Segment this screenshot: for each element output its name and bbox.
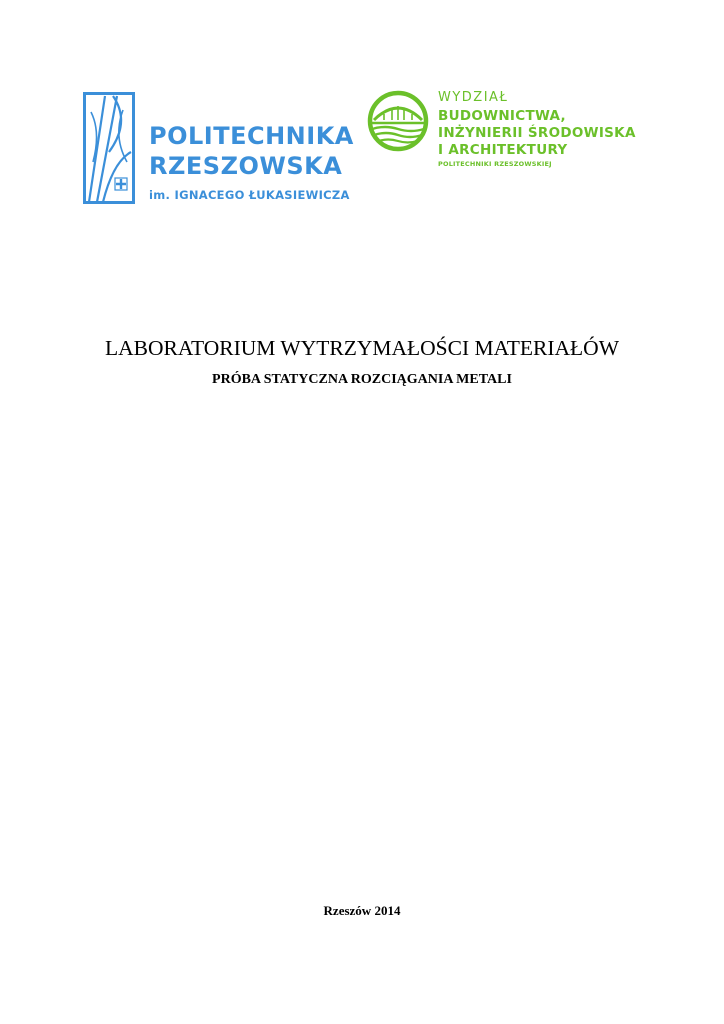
document-subtitle: PRÓBA STATYCZNA ROZCIĄGANIA METALI <box>212 372 512 387</box>
faculty-name-line4: I ARCHITEKTURY <box>438 142 568 158</box>
faculty-name-line1: WYDZIAŁ <box>438 90 509 105</box>
politechnika-rzeszowska-logo-mark-icon <box>83 92 135 204</box>
university-patron-line: im. IGNACEGO ŁUKASIEWICZA <box>149 188 350 202</box>
faculty-logo <box>366 88 646 178</box>
university-name-line2: RZESZOWSKA <box>149 152 343 180</box>
place-and-date: Rzeszów 2014 <box>323 903 401 918</box>
faculty-bridge-emblem-icon <box>366 90 432 152</box>
university-logo <box>83 92 353 206</box>
university-name-line1: POLITECHNIKA <box>149 122 354 150</box>
faculty-name-line2: BUDOWNICTWA, <box>438 108 566 124</box>
document-title: LABORATORIUM WYTRZYMAŁOŚCI MATERIAŁÓW <box>104 336 619 360</box>
faculty-name-line3: INŻYNIERII ŚRODOWISKA <box>438 125 636 141</box>
faculty-name-line5: POLITECHNIKI RZESZOWSKIEJ <box>438 160 552 168</box>
